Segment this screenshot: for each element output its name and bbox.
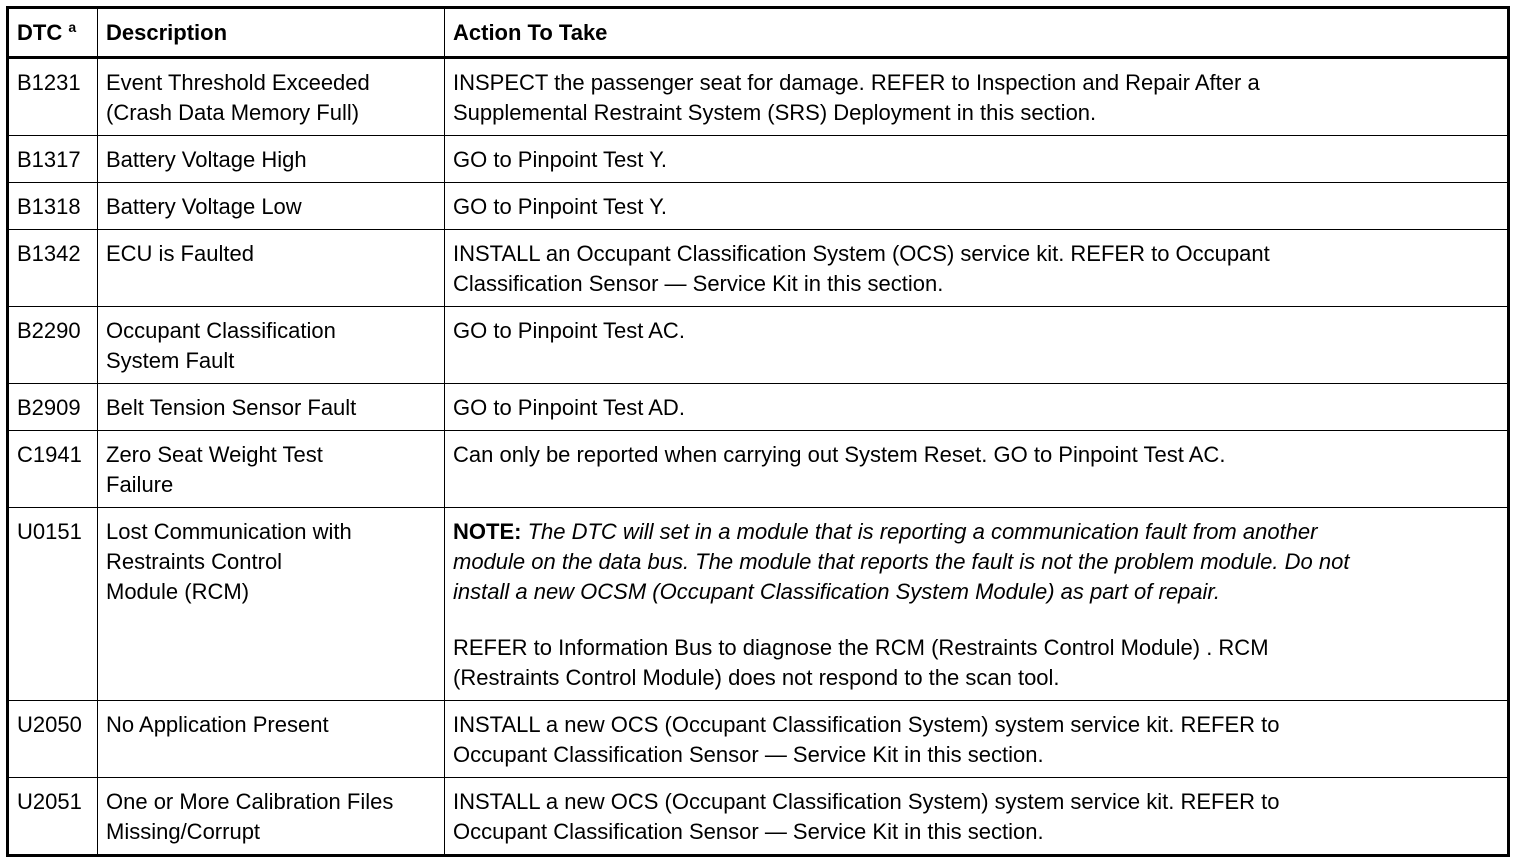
dtc-description	[98, 384, 445, 431]
description-line: (Crash Data Memory Full)	[106, 100, 360, 125]
dtc-action	[445, 701, 1509, 778]
action-line: Occupant Classification Sensor — Service Kit in this section.	[453, 819, 1044, 844]
description-line: Missing/Corrupt	[106, 819, 261, 844]
dtc-action	[445, 307, 1509, 384]
table-body	[8, 58, 1509, 856]
action-line: GO to Pinpoint Test AC.	[453, 318, 685, 343]
dtc-code: B1317	[8, 136, 98, 183]
action-line: GO to Pinpoint Test AD.	[453, 395, 685, 420]
table-row	[8, 778, 1509, 856]
description-line: Occupant Classification	[106, 318, 336, 343]
dtc-description	[98, 230, 445, 307]
header-dtc-footnote: a	[68, 19, 77, 35]
table-row	[8, 384, 1509, 431]
action-paragraph	[453, 145, 1499, 175]
dtc-code: B1231	[8, 58, 98, 136]
table-row	[8, 183, 1509, 230]
description-line: System Fault	[106, 348, 235, 373]
dtc-description	[98, 508, 445, 701]
note-paragraph	[453, 517, 1499, 607]
action-line: INSTALL an Occupant Classification System (OCS) service kit. REFER to Occupant	[453, 241, 1270, 266]
note-text-line: The DTC will set in a module that is reporting a communication fault from another	[527, 519, 1318, 544]
description-line: Battery Voltage High	[106, 147, 307, 172]
description-line: One or More Calibration Files	[106, 789, 394, 814]
table-row	[8, 136, 1509, 183]
note-text-line: install a new OCSM (Occupant Classification System Module) as part of repair.	[453, 579, 1221, 604]
dtc-code: B1318	[8, 183, 98, 230]
dtc-description	[98, 431, 445, 508]
action-line: INSTALL a new OCS (Occupant Classification System) system service kit. REFER to	[453, 789, 1280, 814]
dtc-code: U2051	[8, 778, 98, 856]
action-paragraph	[453, 239, 1499, 299]
header-dtc	[8, 8, 98, 58]
description-line: Lost Communication with	[106, 519, 352, 544]
table-row	[8, 58, 1509, 136]
description-line: Belt Tension Sensor Fault	[106, 395, 357, 420]
description-line: Restraints Control	[106, 549, 283, 574]
description-line: ECU is Faulted	[106, 241, 254, 266]
dtc-description	[98, 778, 445, 856]
action-line: (Restraints Control Module) does not respond to the scan tool.	[453, 665, 1060, 690]
dtc-code: B1342	[8, 230, 98, 307]
action-paragraph	[453, 710, 1499, 770]
action-paragraph	[453, 787, 1499, 847]
dtc-code: U2050	[8, 701, 98, 778]
dtc-description	[98, 58, 445, 136]
action-line: Supplemental Restraint System (SRS) Deployment in this section.	[453, 100, 1097, 125]
dtc-action	[445, 384, 1509, 431]
action-line: INSPECT the passenger seat for damage. REFER to Inspection and Repair After a	[453, 70, 1260, 95]
dtc-table	[6, 6, 1510, 857]
dtc-description	[98, 701, 445, 778]
description-line: No Application Present	[106, 712, 329, 737]
action-line: GO to Pinpoint Test Y.	[453, 147, 668, 172]
action-paragraph	[453, 633, 1499, 693]
table-row	[8, 508, 1509, 701]
action-line: Occupant Classification Sensor — Service Kit in this section.	[453, 742, 1044, 767]
action-line: GO to Pinpoint Test Y.	[453, 194, 668, 219]
dtc-action	[445, 431, 1509, 508]
dtc-description	[98, 307, 445, 384]
dtc-action	[445, 136, 1509, 183]
table-row	[8, 230, 1509, 307]
table-row	[8, 431, 1509, 508]
dtc-code: C1941	[8, 431, 98, 508]
dtc-code: U0151	[8, 508, 98, 701]
description-line: Zero Seat Weight Test	[106, 442, 323, 467]
dtc-action	[445, 183, 1509, 230]
header-action: Action To Take	[445, 8, 1509, 58]
description-line: Failure	[106, 472, 174, 497]
note-text-line: module on the data bus. The module that reports the fault is not the problem module. Do not	[453, 549, 1350, 574]
dtc-action	[445, 58, 1509, 136]
dtc-action	[445, 230, 1509, 307]
action-paragraph	[453, 393, 1499, 423]
table-header-row	[8, 8, 1509, 58]
note-label: NOTE:	[453, 519, 522, 544]
description-line: Event Threshold Exceeded	[106, 70, 370, 95]
table-row	[8, 307, 1509, 384]
dtc-action	[445, 508, 1509, 701]
description-line: Module (RCM)	[106, 579, 250, 604]
header-description: Description	[98, 8, 445, 58]
dtc-description	[98, 136, 445, 183]
header-dtc-label: DTC	[17, 20, 63, 45]
action-line: Can only be reported when carrying out System Reset. GO to Pinpoint Test AC.	[453, 442, 1226, 467]
action-paragraph	[453, 316, 1499, 346]
table-row	[8, 701, 1509, 778]
action-paragraph	[453, 192, 1499, 222]
dtc-action	[445, 778, 1509, 856]
description-line: Battery Voltage Low	[106, 194, 302, 219]
dtc-code: B2290	[8, 307, 98, 384]
action-line: Classification Sensor — Service Kit in this section.	[453, 271, 944, 296]
action-paragraph	[453, 68, 1499, 128]
action-paragraph	[453, 440, 1499, 470]
dtc-code: B2909	[8, 384, 98, 431]
action-line: INSTALL a new OCS (Occupant Classification System) system service kit. REFER to	[453, 712, 1280, 737]
dtc-description	[98, 183, 445, 230]
action-line: REFER to Information Bus to diagnose the RCM (Restraints Control Module) . RCM	[453, 635, 1269, 660]
